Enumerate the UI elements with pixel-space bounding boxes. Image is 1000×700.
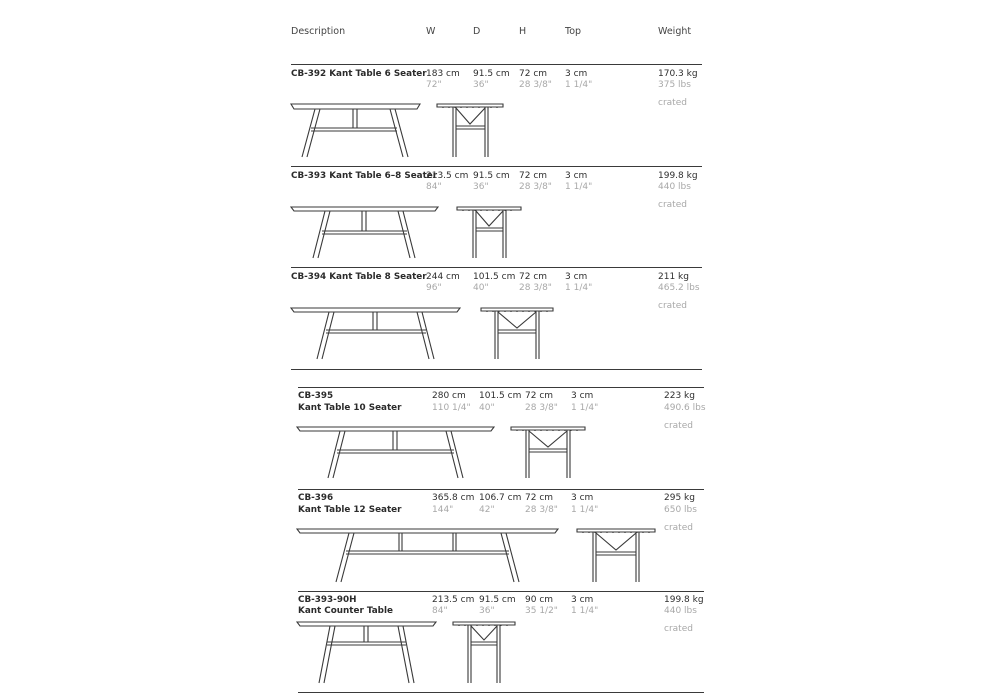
top-in: 1 1/4" xyxy=(565,283,593,293)
header-top: Top xyxy=(565,26,582,37)
height-cm: 72 cm xyxy=(519,171,548,181)
end-elevation-drawing xyxy=(577,529,657,583)
header-weight: Weight xyxy=(658,26,692,37)
header-description: Description xyxy=(291,26,346,37)
top-cm: 3 cm xyxy=(571,493,594,503)
header-height: H xyxy=(519,26,527,37)
depth-cm: 101.5 cm xyxy=(473,272,516,282)
top-cm: 3 cm xyxy=(571,391,594,401)
height-in: 35 1/2" xyxy=(525,606,558,616)
divider xyxy=(298,692,704,693)
depth-cm: 101.5 cm xyxy=(479,391,522,401)
depth-cm: 91.5 cm xyxy=(479,595,516,605)
weight-kg: 223 kg xyxy=(664,391,695,401)
depth-cm: 91.5 cm xyxy=(473,69,510,79)
top-in: 1 1/4" xyxy=(571,606,599,616)
width-cm: 280 cm xyxy=(432,391,466,401)
crated-label: crated xyxy=(664,523,693,533)
depth-in: 36" xyxy=(473,182,489,192)
top-cm: 3 cm xyxy=(565,69,588,79)
weight-lbs: 375 lbs xyxy=(658,80,691,90)
side-elevation-drawing xyxy=(297,529,560,583)
divider xyxy=(298,591,704,592)
width-in: 84" xyxy=(432,606,448,616)
width-cm: 213.5 cm xyxy=(432,595,475,605)
top-cm: 3 cm xyxy=(571,595,594,605)
end-elevation-drawing xyxy=(437,104,505,158)
width-in: 96" xyxy=(426,283,442,293)
end-elevation-drawing xyxy=(453,622,517,684)
header-width: W xyxy=(426,26,436,37)
width-in: 144" xyxy=(432,505,454,515)
side-elevation-drawing xyxy=(291,207,439,259)
weight-kg: 295 kg xyxy=(664,493,695,503)
weight-lbs: 490.6 lbs xyxy=(664,403,706,413)
end-elevation-drawing xyxy=(457,207,523,259)
height-in: 28 3/8" xyxy=(525,403,558,413)
height-cm: 90 cm xyxy=(525,595,554,605)
top-in: 1 1/4" xyxy=(565,182,593,192)
height-cm: 72 cm xyxy=(519,69,548,79)
height-cm: 72 cm xyxy=(519,272,548,282)
side-elevation-drawing xyxy=(291,104,421,158)
product-name: Kant Table 12 Seater xyxy=(298,505,402,515)
product-name: Kant Counter Table xyxy=(298,606,393,616)
depth-in: 40" xyxy=(479,403,495,413)
weight-kg: 170.3 kg xyxy=(658,69,698,79)
crated-label: crated xyxy=(658,301,687,311)
height-cm: 72 cm xyxy=(525,493,554,503)
weight-kg: 199.8 kg xyxy=(664,595,704,605)
divider xyxy=(291,369,702,370)
width-in: 110 1/4" xyxy=(432,403,471,413)
side-elevation-drawing xyxy=(297,427,496,479)
width-cm: 365.8 cm xyxy=(432,493,475,503)
height-in: 28 3/8" xyxy=(525,505,558,515)
side-elevation-drawing xyxy=(291,308,463,360)
weight-lbs: 440 lbs xyxy=(658,182,691,192)
depth-in: 42" xyxy=(479,505,495,515)
end-elevation-drawing xyxy=(481,308,555,360)
height-in: 28 3/8" xyxy=(519,283,552,293)
top-cm: 3 cm xyxy=(565,272,588,282)
weight-lbs: 465.2 lbs xyxy=(658,283,700,293)
header-depth: D xyxy=(473,26,481,37)
crated-label: crated xyxy=(658,98,687,108)
crated-label: crated xyxy=(664,624,693,634)
width-cm: 244 cm xyxy=(426,272,460,282)
product-name: Kant Table 10 Seater xyxy=(298,403,402,413)
weight-kg: 199.8 kg xyxy=(658,171,698,181)
depth-cm: 106.7 cm xyxy=(479,493,522,503)
divider xyxy=(291,267,702,268)
weight-kg: 211 kg xyxy=(658,272,689,282)
weight-lbs: 650 lbs xyxy=(664,505,697,515)
top-cm: 3 cm xyxy=(565,171,588,181)
product-code: CB-395 xyxy=(298,391,334,401)
height-in: 28 3/8" xyxy=(519,80,552,90)
width-cm: 213.5 cm xyxy=(426,171,469,181)
depth-in: 36" xyxy=(479,606,495,616)
depth-in: 40" xyxy=(473,283,489,293)
width-in: 72" xyxy=(426,80,442,90)
crated-label: crated xyxy=(658,200,687,210)
crated-label: crated xyxy=(664,421,693,431)
top-in: 1 1/4" xyxy=(571,403,599,413)
width-in: 84" xyxy=(426,182,442,192)
product-code: CB-396 xyxy=(298,493,334,503)
product-name: CB-392 Kant Table 6 Seater xyxy=(291,69,427,79)
height-cm: 72 cm xyxy=(525,391,554,401)
depth-in: 36" xyxy=(473,80,489,90)
depth-cm: 91.5 cm xyxy=(473,171,510,181)
divider xyxy=(298,489,704,490)
top-in: 1 1/4" xyxy=(571,505,599,515)
weight-lbs: 440 lbs xyxy=(664,606,697,616)
divider xyxy=(291,64,702,65)
top-in: 1 1/4" xyxy=(565,80,593,90)
divider xyxy=(298,387,704,388)
divider xyxy=(291,166,702,167)
width-cm: 183 cm xyxy=(426,69,460,79)
height-in: 28 3/8" xyxy=(519,182,552,192)
product-name: CB-393 Kant Table 6–8 Seater xyxy=(291,171,438,181)
side-elevation-drawing xyxy=(297,622,438,684)
end-elevation-drawing xyxy=(511,427,587,479)
product-code: CB-393-90H xyxy=(298,595,357,605)
product-name: CB-394 Kant Table 8 Seater xyxy=(291,272,427,282)
